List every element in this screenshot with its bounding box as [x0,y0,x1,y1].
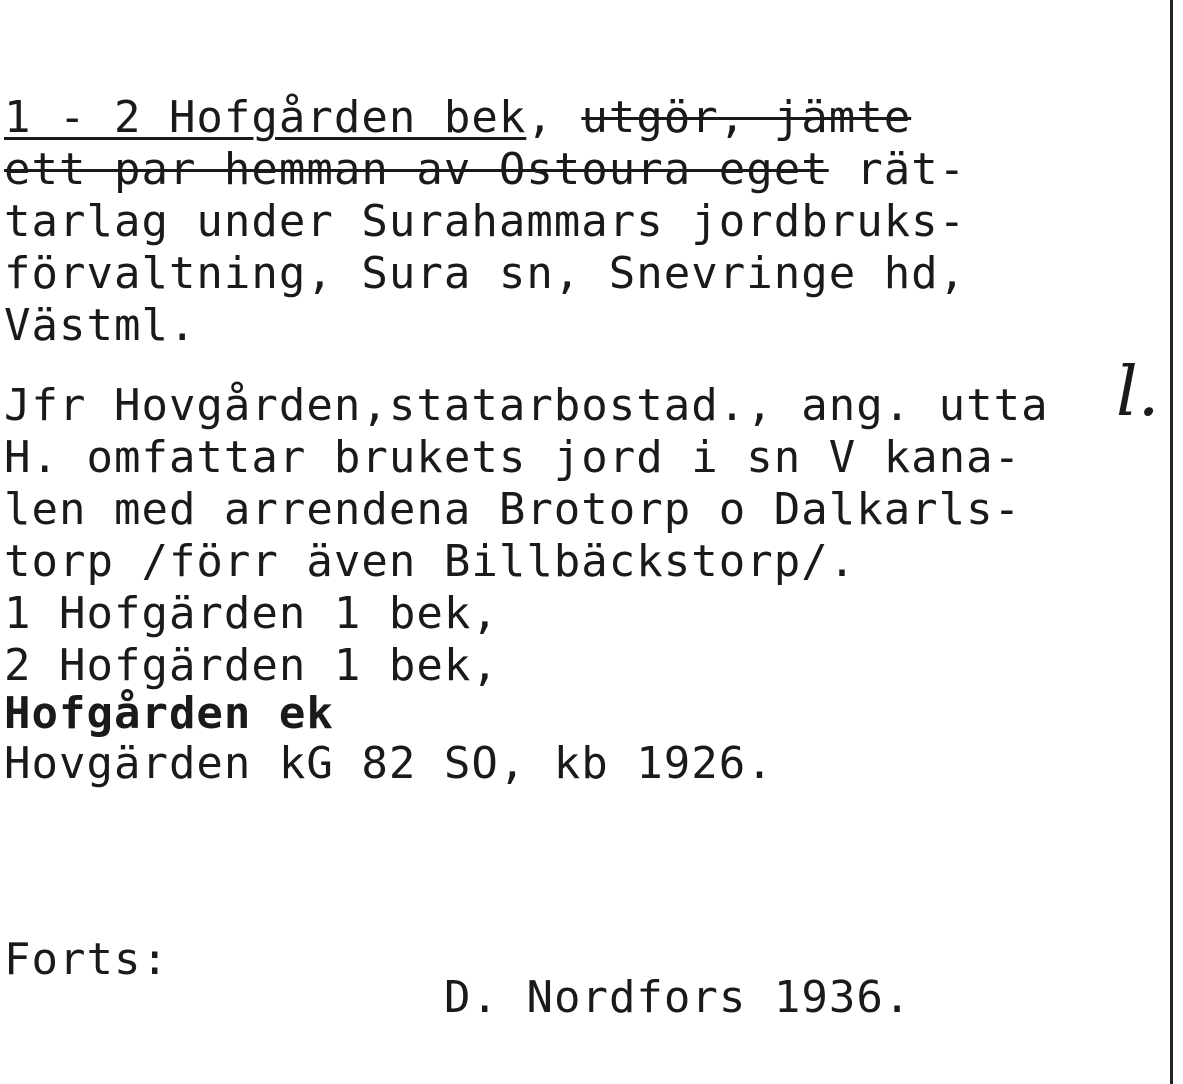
card-edge-divider [1170,0,1173,1084]
handwritten-margin-note: l. [1116,353,1160,432]
entry1-line2-rest: rät- [828,144,967,195]
entry2-line1: Jfr Hovgården,statarbostad., ang. utta [4,380,1049,431]
entry1-struck-text-2: ett par hemman av Ostoura eget [4,144,829,195]
form-line-4: Hovgärden kG 82 SO, kb 1926. [4,738,774,789]
entry1-comma: , [526,92,582,143]
entry2-line3: len med arrendena Brotorp o Dalkarls- [4,484,1022,535]
signature: D. Nordfors 1936. [444,972,912,1023]
entry1-line1 [4,92,911,144]
form-line-3: Hofgården ek [4,688,334,739]
entry1-heading: 1 - 2 Hofgården bek [4,92,527,143]
form-line-1: 1 Hofgärden 1 bek, [4,588,499,639]
entry1-line2 [4,144,966,196]
entry1-line5: Västml. [4,300,197,351]
entry1-struck-text-1: utgör, jämte [581,92,912,143]
entry1-line3: tarlag under Surahammars jordbruks- [4,196,967,247]
entry1-line4: förvaltning, Sura sn, Snevringe hd, [4,248,967,299]
entry2-line2: H. omfattar brukets jord i sn V kana- [4,432,1022,483]
continuation-label: Forts: [4,934,169,985]
entry2-line4: torp /förr även Billbäckstorp/. [4,536,857,587]
form-line-2: 2 Hofgärden 1 bek, [4,640,499,691]
